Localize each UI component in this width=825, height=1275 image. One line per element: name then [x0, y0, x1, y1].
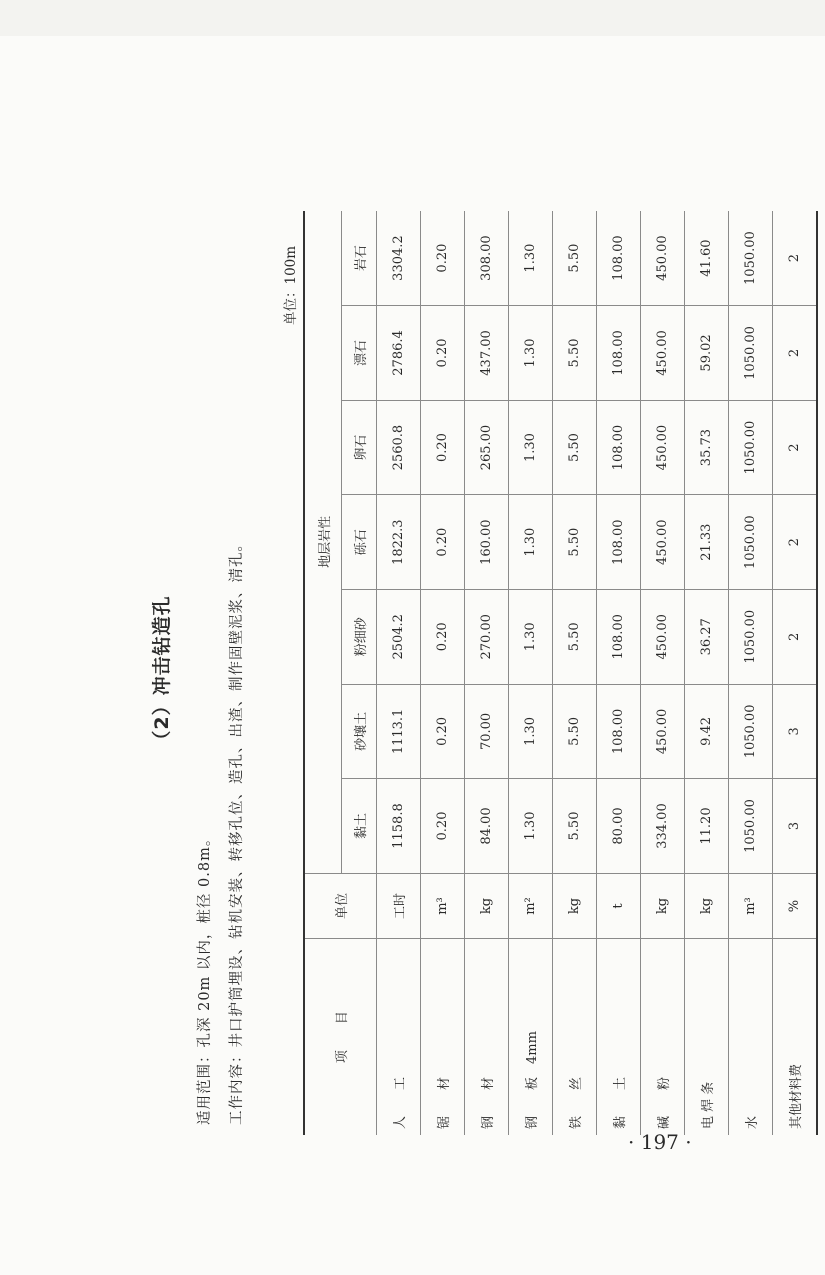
row-unit: % [773, 873, 818, 938]
column-header: 粉细砂 [342, 589, 377, 684]
cell-value: 0.20 [421, 684, 465, 779]
scope-text: 适用范围：孔深 20m 以内，桩径 0.8m。 [197, 830, 213, 1125]
cell-value: 3 [773, 779, 818, 874]
cell-value: 1050.00 [729, 495, 773, 590]
table-row [553, 211, 597, 1135]
row-unit: m³ [729, 873, 773, 938]
row-name: 铁 丝 [553, 939, 597, 1135]
cell-value: 160.00 [465, 495, 509, 590]
cell-value: 84.00 [465, 779, 509, 874]
cell-value: 1050.00 [729, 779, 773, 874]
table-row [377, 211, 421, 1135]
column-header: 砂壤土 [342, 684, 377, 779]
cell-value: 0.20 [421, 495, 465, 590]
cell-value: 1.30 [509, 306, 553, 401]
column-header: 砾石 [342, 495, 377, 590]
cell-value: 35.73 [685, 400, 729, 495]
cell-value: 1.30 [509, 211, 553, 306]
cell-value: 2786.4 [377, 306, 421, 401]
header-unit: 单位 [304, 873, 377, 938]
cell-value: 1.30 [509, 495, 553, 590]
cell-value: 108.00 [597, 211, 641, 306]
cell-value: 5.50 [553, 589, 597, 684]
cell-value: 1.30 [509, 400, 553, 495]
cell-value: 5.50 [553, 306, 597, 401]
cell-value: 9.42 [685, 684, 729, 779]
row-name: 水 [729, 939, 773, 1135]
quota-table [303, 211, 818, 1135]
page-number: · 197 · [628, 1130, 692, 1154]
column-header: 黏土 [342, 779, 377, 874]
cell-value: 1050.00 [729, 211, 773, 306]
cell-value: 334.00 [641, 779, 685, 874]
table-row [685, 211, 729, 1135]
unit-note: 单位：100m [283, 245, 299, 325]
row-name: 黏 土 [597, 939, 641, 1135]
cell-value: 0.20 [421, 589, 465, 684]
cell-value: 1.30 [509, 684, 553, 779]
cell-value: 0.20 [421, 211, 465, 306]
cell-value: 108.00 [597, 306, 641, 401]
column-header: 卵石 [342, 400, 377, 495]
table-row [641, 211, 685, 1135]
table-row [773, 211, 818, 1135]
row-name: 钢 板 4mm [509, 939, 553, 1135]
cell-value: 0.20 [421, 306, 465, 401]
section-title: （2）冲击钻造孔 [151, 595, 173, 750]
cell-value: 36.27 [685, 589, 729, 684]
column-header: 漂石 [342, 306, 377, 401]
cell-value: 437.00 [465, 306, 509, 401]
row-unit: kg [641, 873, 685, 938]
cell-value: 450.00 [641, 211, 685, 306]
cell-value: 1050.00 [729, 589, 773, 684]
header-item: 项 目 [304, 939, 377, 1135]
row-name: 钢 材 [465, 939, 509, 1135]
cell-value: 11.20 [685, 779, 729, 874]
cell-value: 0.20 [421, 400, 465, 495]
cell-value: 2 [773, 589, 818, 684]
cell-value: 450.00 [641, 589, 685, 684]
cell-value: 21.33 [685, 495, 729, 590]
table-row [729, 211, 773, 1135]
cell-value: 2504.2 [377, 589, 421, 684]
row-name: 电 焊 条 [685, 939, 729, 1135]
row-unit: m³ [421, 873, 465, 938]
cell-value: 450.00 [641, 400, 685, 495]
header-group: 地层岩性 [304, 211, 342, 873]
cell-value: 2 [773, 306, 818, 401]
cell-value: 1050.00 [729, 306, 773, 401]
cell-value: 1822.3 [377, 495, 421, 590]
row-unit: kg [685, 873, 729, 938]
rotated-page-content [145, 210, 804, 1135]
cell-value: 70.00 [465, 684, 509, 779]
cell-value: 450.00 [641, 306, 685, 401]
cell-value: 270.00 [465, 589, 509, 684]
cell-value: 3 [773, 684, 818, 779]
cell-value: 3304.2 [377, 211, 421, 306]
cell-value: 59.02 [685, 306, 729, 401]
cell-value: 0.20 [421, 779, 465, 874]
column-header: 岩石 [342, 211, 377, 306]
cell-value: 5.50 [553, 211, 597, 306]
cell-value: 41.60 [685, 211, 729, 306]
row-name: 碱 粉 [641, 939, 685, 1135]
cell-value: 2 [773, 211, 818, 306]
row-unit: 工时 [377, 873, 421, 938]
cell-value: 108.00 [597, 495, 641, 590]
cell-value: 80.00 [597, 779, 641, 874]
row-unit: m² [509, 873, 553, 938]
table-row [597, 211, 641, 1135]
cell-value: 5.50 [553, 684, 597, 779]
cell-value: 1113.1 [377, 684, 421, 779]
row-name: 锯 材 [421, 939, 465, 1135]
row-unit: kg [553, 873, 597, 938]
cell-value: 5.50 [553, 779, 597, 874]
cell-value: 2560.8 [377, 400, 421, 495]
table-row [465, 211, 509, 1135]
cell-value: 308.00 [465, 211, 509, 306]
cell-value: 1158.8 [377, 779, 421, 874]
work-content-text: 工作内容：井口护筒埋设、钻机安装、转移孔位、造孔、出渣、制作固壁泥浆、清孔。 [229, 536, 245, 1125]
cell-value: 265.00 [465, 400, 509, 495]
cell-value: 1.30 [509, 589, 553, 684]
table-row [509, 211, 553, 1135]
cell-value: 5.50 [553, 400, 597, 495]
scan-top-band [0, 0, 825, 36]
cell-value: 1.30 [509, 779, 553, 874]
cell-value: 450.00 [641, 495, 685, 590]
table-row [421, 211, 465, 1135]
cell-value: 2 [773, 495, 818, 590]
cell-value: 5.50 [553, 495, 597, 590]
cell-value: 108.00 [597, 684, 641, 779]
cell-value: 108.00 [597, 589, 641, 684]
cell-value: 1050.00 [729, 684, 773, 779]
cell-value: 108.00 [597, 400, 641, 495]
cell-value: 2 [773, 400, 818, 495]
row-unit: kg [465, 873, 509, 938]
cell-value: 450.00 [641, 684, 685, 779]
row-name: 其他材料费 [773, 939, 818, 1135]
cell-value: 1050.00 [729, 400, 773, 495]
row-unit: t [597, 873, 641, 938]
row-name: 人 工 [377, 939, 421, 1135]
